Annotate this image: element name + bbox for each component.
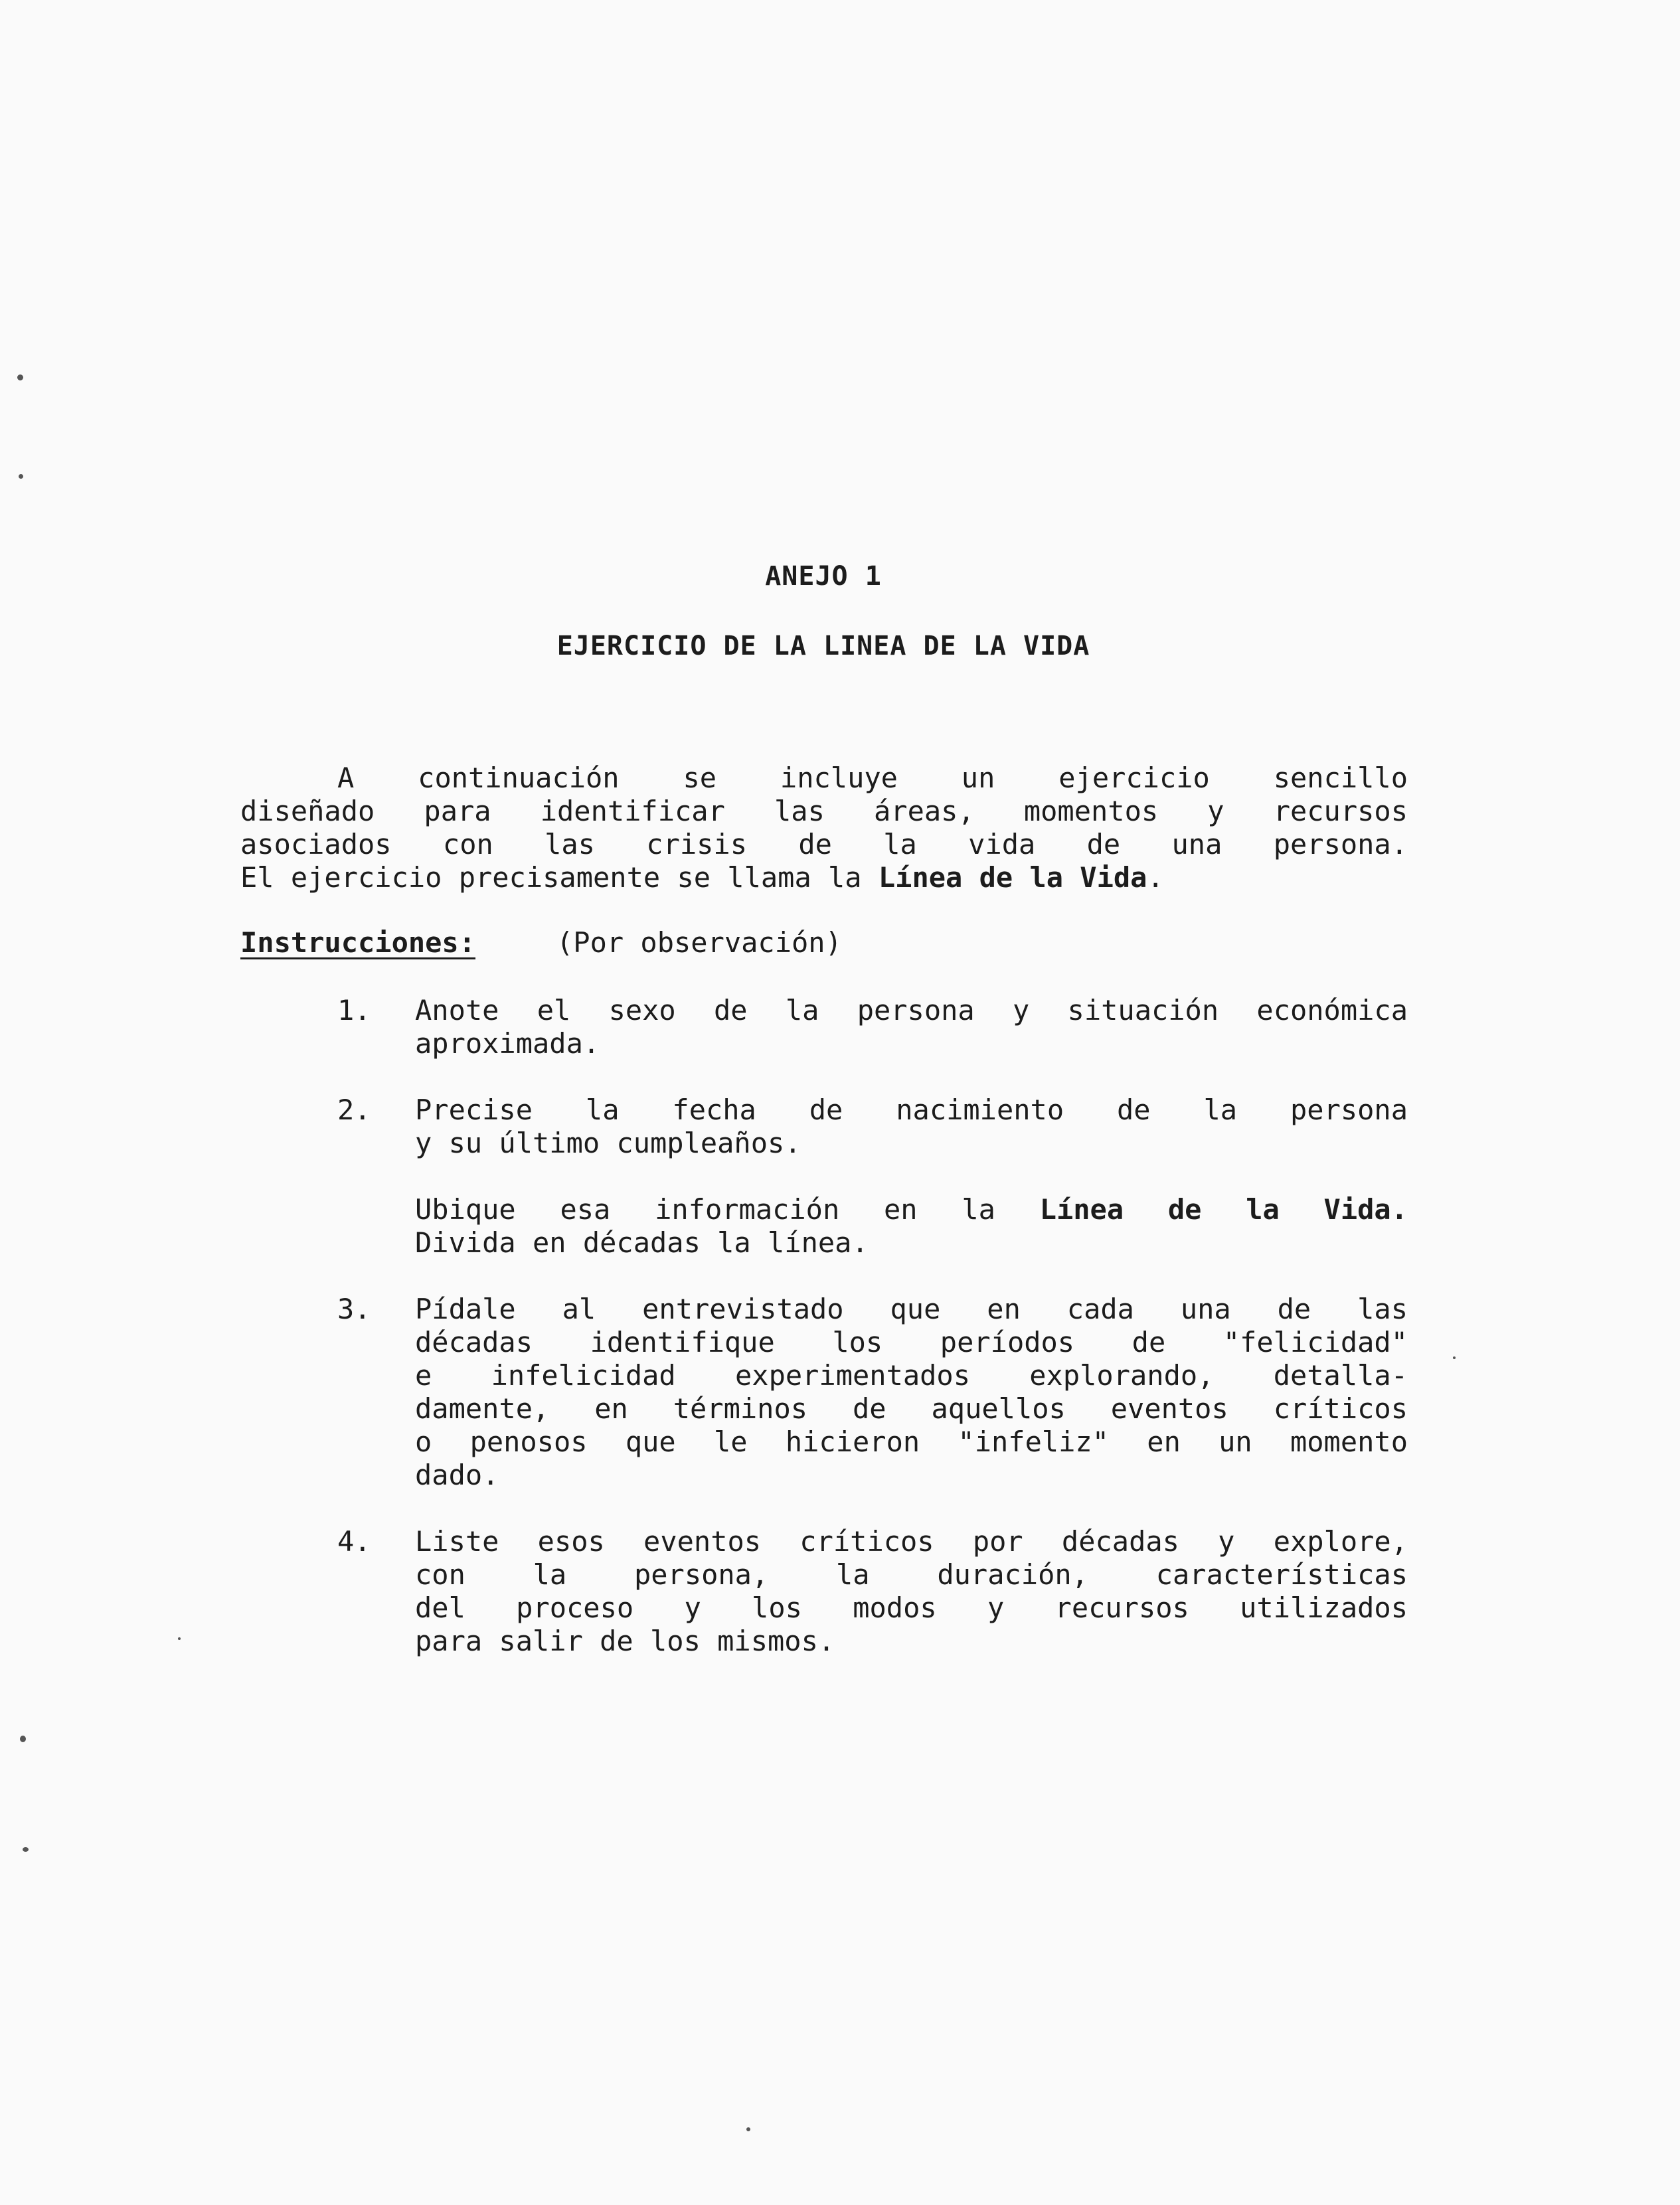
intro-line-1: A continuación se incluye un ejercicio sencillo [337, 762, 1408, 794]
item-2-line-1: Precise la fecha de nacimiento de la persona [415, 1094, 1408, 1126]
item-3-line-2: décadas identifique los períodos de "felicidad" [415, 1326, 1408, 1358]
item-1-line-1: Anote el sexo de la persona y situación económica [415, 994, 1408, 1026]
sub-paragraph-line-1: Ubique esa información en la Línea de la Vida. [415, 1193, 1408, 1226]
item-number: 2. [337, 1094, 371, 1126]
item-number: 4. [337, 1525, 371, 1558]
item-3-line-4: damente, en términos de aquellos eventos críticos [415, 1392, 1408, 1425]
instructions-note: (Por observación) [556, 926, 842, 959]
item-3-line-1: Pídale al entrevistado que en cada una de las [415, 1293, 1408, 1325]
item-2-line-2: y su último cumpleaños. [415, 1127, 801, 1159]
sub-paragraph-line-2: Divida en décadas la línea. [415, 1226, 869, 1259]
intro-line-3: asociados con las crisis de la vida de una persona. [240, 828, 1408, 860]
scan-speck [1453, 1356, 1456, 1359]
annex-title: ANEJO 1 [765, 561, 882, 592]
life-line-term: Línea de la Vida. [1039, 1193, 1408, 1226]
scan-speck [17, 374, 23, 380]
scan-speck [746, 2127, 750, 2131]
scan-speck [19, 474, 23, 479]
item-number: 3. [337, 1293, 371, 1325]
life-line-term: Línea de la Vida [878, 861, 1147, 894]
intro-line-2: diseñado para identificar las áreas, momentos y recursos [240, 795, 1408, 827]
scan-speck [178, 1637, 181, 1640]
item-3-line-6: dado. [415, 1459, 499, 1491]
item-3-line-5: o penosos que le hicieron "infeliz" en un momento [415, 1426, 1408, 1458]
instructions-label: Instrucciones: [240, 926, 476, 959]
intro-line-4: El ejercicio precisamente se llama la Línea de la Vida. [240, 861, 1164, 894]
item-1-line-2: aproximada. [415, 1027, 600, 1060]
item-4-line-1: Liste esos eventos críticos por décadas y explore, [415, 1525, 1408, 1558]
item-number: 1. [337, 994, 371, 1026]
item-4-line-4: para salir de los mismos. [415, 1625, 835, 1657]
item-4-line-2: con la persona, la duración, características [415, 1558, 1408, 1591]
exercise-title: EJERCICIO DE LA LINEA DE LA VIDA [556, 631, 1090, 661]
scan-speck [20, 1736, 26, 1742]
item-3-line-3: e infelicidad experimentados explorando, detalla- [415, 1359, 1408, 1392]
scan-speck [23, 1847, 29, 1852]
item-4-line-3: del proceso y los modos y recursos utilizados [415, 1592, 1408, 1624]
